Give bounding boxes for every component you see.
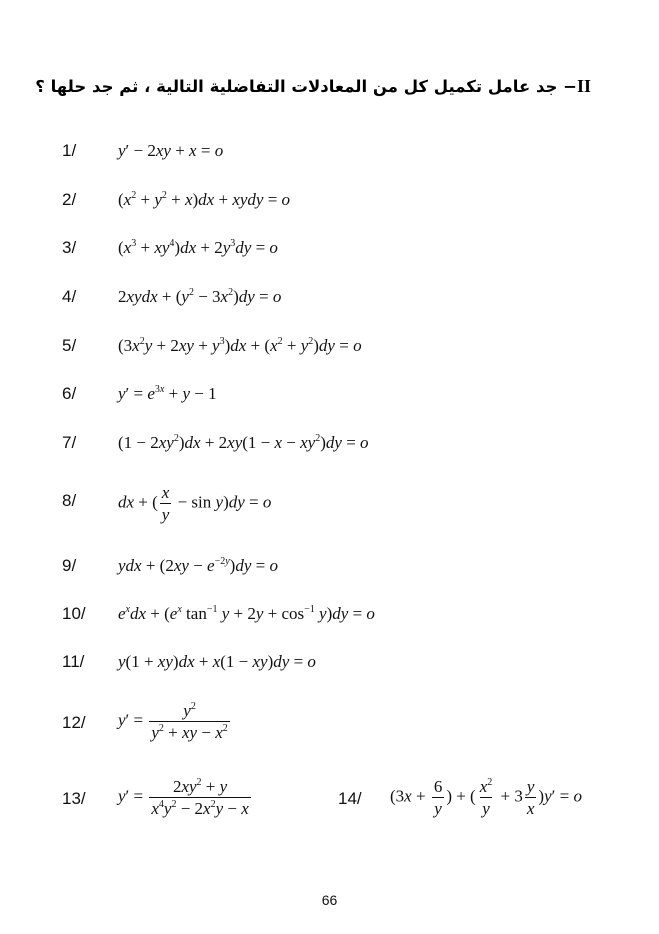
exercise-number-12: 12/ [62,713,86,732]
exercise-number-9: 9/ [62,556,77,575]
equation-9: ydx + $(2xy - e^{-2y})dy = o$ [118,556,278,575]
equation-6: $y' = e^{3x} + y - 1$ [118,384,217,403]
equation-2: $(x^2 + y^2 + x)dx$ + xydy = o [118,190,291,209]
equation-8: dx + ( $\frac{x}{y}$ − sin y)dy = o [118,483,272,525]
exercise-number-6: 6/ [62,384,77,403]
exercise-number-14: 14/ [338,789,362,808]
equation-10: $e^xdx + (e^x$ $\tan^{-1} y + 2y + \cos^{-1} y)dy = o$ [118,604,375,623]
equation-5: $(3x^2y + 2xy + y^3)dx + (x^2 + y^2)dy = o$ [118,336,362,355]
equation-3: $(x^3 + xy^4)dx + 2y^3dy = o$ [118,238,278,257]
page-number: 66 [321,892,338,908]
exercise-number-2: 2/ [62,190,77,209]
exercise-heading [35,76,591,97]
equation-1: y′ − 2xy + x = o [118,141,224,160]
equation-13: y′ = $\frac{2xy^2 + y}{x^4y^2 - 2x^2y - x}$ [118,777,249,819]
equation-4: 2xydx + $(y^2 - 3x^2)dy = o$ [118,287,282,306]
equation-11: y(1 + xy)dx + x(1 − xy)dy = o [118,652,316,671]
exercise-number-4: 4/ [62,287,77,306]
exercise-number-3: 3/ [62,238,77,257]
heading-text: − جد عامل تكميل كل من المعادلات التفاضلية التالية ، ثم جد حلها ؟ [35,77,577,96]
exercise-number-8: 8/ [62,491,77,510]
exercise-number-13: 13/ [62,789,86,808]
exercise-number-1: 1/ [62,141,77,160]
exercise-number-7: 7/ [62,433,77,452]
equation-12: y′ = $\frac{y^2}{y^2 + xy - x^2}$ [118,701,228,743]
equation-7: $(1 - 2xy^2)dx + 2xy(1 - x - xy^2)dy = o$ [118,433,369,452]
equation-14: (3x + $\frac{6}{y}$ ) + ( $\frac{x^2}{y}$ + 3 $\frac{y}{x}$ )y′ = o [390,777,582,819]
exercise-number-10: 10/ [62,604,86,623]
exercise-number-11: 11/ [62,652,85,671]
exercise-number-5: 5/ [62,336,77,355]
heading-roman-numeral: II [576,76,591,96]
